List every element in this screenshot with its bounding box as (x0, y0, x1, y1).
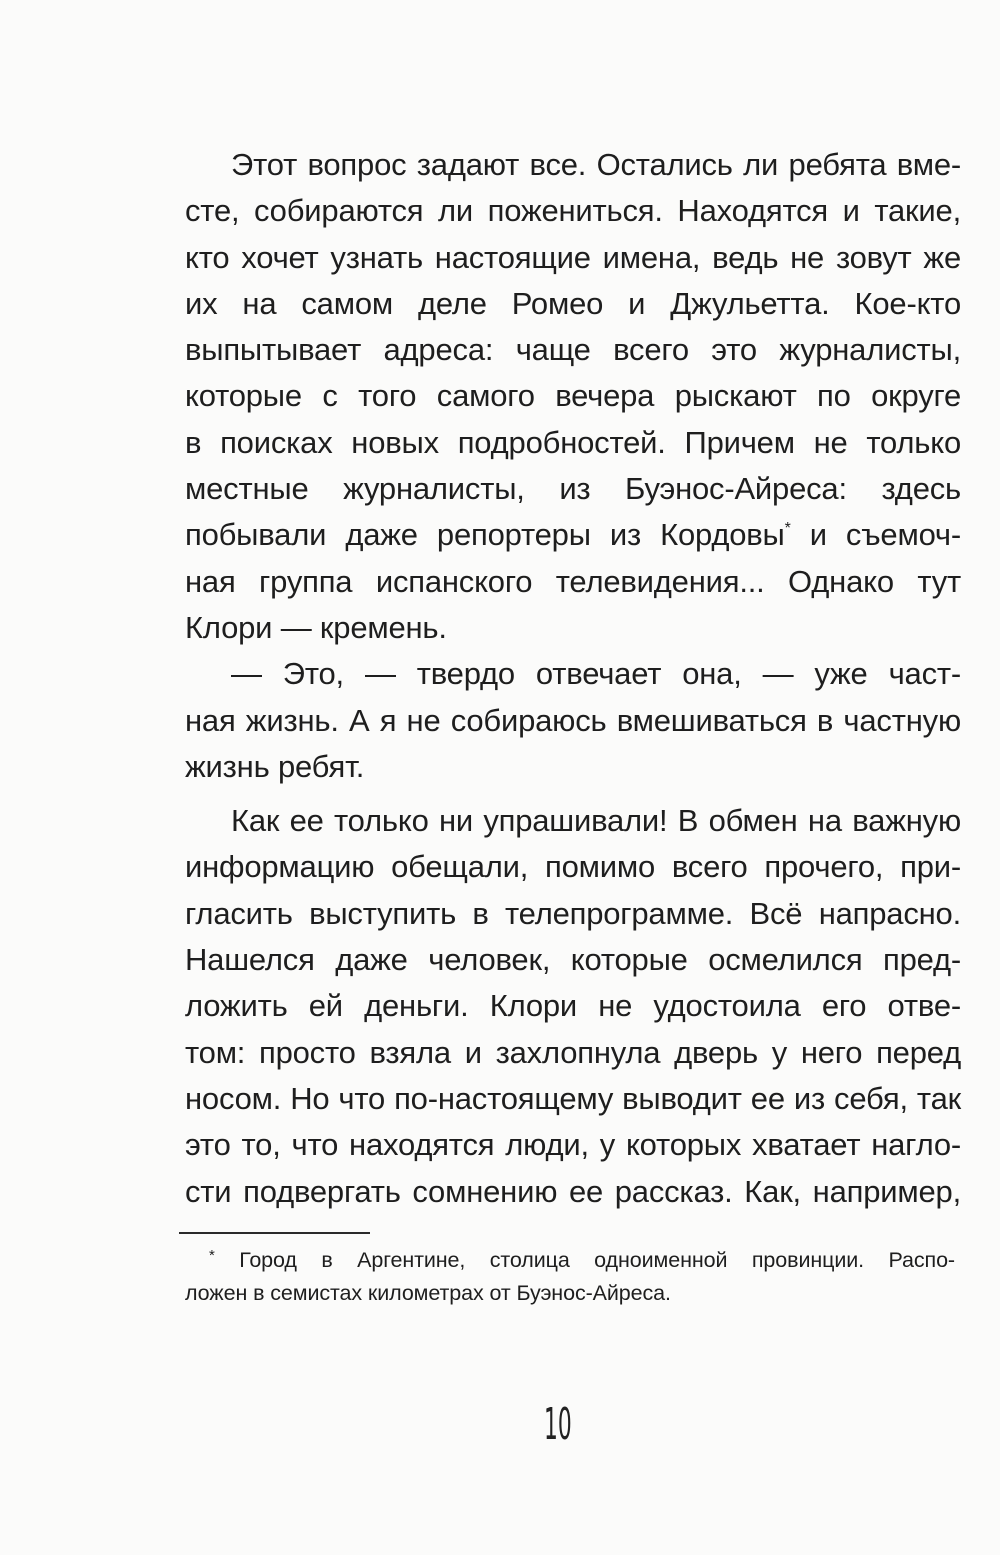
footnote-divider (179, 1232, 370, 1234)
text-line: сте, собираются ли пожениться. Находятся и такие, (185, 193, 961, 229)
text-segment: побывали даже репортеры из Кордовы (185, 517, 785, 553)
footnote-line (185, 1244, 955, 1277)
page-number: 10 (544, 1399, 572, 1450)
text-line: ная группа испанского телевидения... Однако тут (185, 563, 961, 599)
text-line: выпытывает адреса: чаще всего это журналисты, (185, 332, 961, 368)
text-line: их на самом деле Ромео и Джульетта. Кое-кто (185, 285, 961, 321)
text-line: ная жизнь. А я не собираюсь вмешиваться в частную (185, 702, 961, 738)
text-line: носом. Но что по-настоящему выводит ее из себя, так (185, 1080, 961, 1116)
text-line: сти подвергать сомнению ее рассказ. Как, например, (185, 1173, 961, 1209)
body-text (185, 142, 961, 1215)
footnote-reference: * (784, 520, 791, 538)
footnote-line: ложен в семистах километрах от Буэнос-Айреса. (185, 1281, 671, 1305)
text-line: Клори — кремень. (185, 609, 447, 645)
text-line: том: просто взяла и захлопнула дверь у него перед (185, 1034, 961, 1070)
text-line: Нашелся даже человек, которые осмелился пред- (185, 942, 961, 978)
footnote-text: Город в Аргентине, столица одноименной провинции. Распо- (239, 1248, 955, 1272)
text-line: Этот вопрос задают все. Остались ли ребята вме- (231, 147, 961, 182)
text-line: — Это, — твердо отвечает она, — уже част- (231, 656, 961, 692)
text-line: гласить выступить в телепрограмме. Всё напрасно. (185, 895, 961, 931)
text-line: ложить ей деньги. Клори не удостоила его отве- (185, 988, 961, 1024)
text-line: местные журналисты, из Буэнос-Айреса: здесь (185, 471, 961, 507)
text-line: в поисках новых подробностей. Причем не только (185, 424, 961, 460)
text-line: Как ее только ни упрашивали! В обмен на важную (231, 803, 961, 839)
text-line-with-footnote-ref (185, 512, 961, 558)
footnote (185, 1244, 955, 1310)
text-line: это то, что находятся люди, у которых хватает нагло- (185, 1127, 961, 1163)
text-line: кто хочет узнать настоящие имена, ведь не зовут же (185, 239, 961, 275)
text-line: информацию обещали, помимо всего прочего, при- (185, 849, 961, 885)
text-line: жизнь ребят. (185, 748, 365, 784)
footnote-mark: * (209, 1247, 215, 1264)
text-segment: и съемоч- (809, 517, 961, 553)
text-line: которые с того самого вечера рыскают по округе (185, 378, 961, 414)
